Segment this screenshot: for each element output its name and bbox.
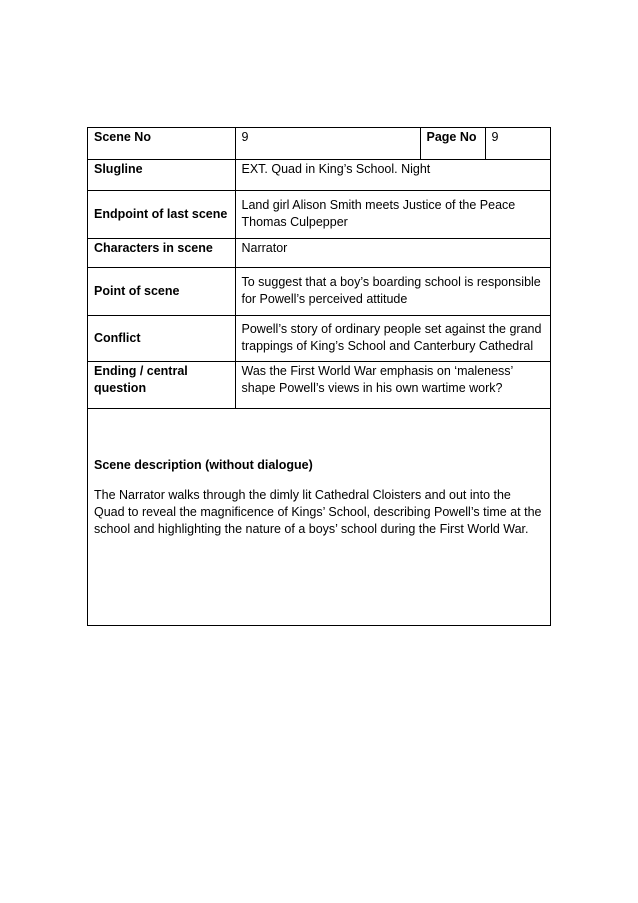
endpoint-label: Endpoint of last scene — [88, 190, 235, 238]
point-line: To suggest that a boy’s boarding school is responsible — [241, 275, 541, 289]
ending-line: Was the First World War emphasis on ‘maleness’ — [241, 363, 514, 378]
description-line: The Narrator walks through the dimly lit Cathedral Cloisters and out into the — [94, 487, 511, 502]
slugline-value: EXT. Quad in King’s School. Night — [235, 159, 550, 190]
ending-label-line: Ending / central — [94, 363, 188, 378]
ending-value — [235, 361, 550, 408]
ending-label — [88, 361, 235, 408]
conflict-value — [235, 315, 550, 361]
point-line: for Powell’s perceived attitude — [241, 292, 408, 306]
endpoint-line: Land girl Alison Smith meets Justice of the Peace — [241, 198, 516, 212]
page-no-label: Page No — [420, 128, 485, 159]
description-line: school and highlighting the nature of a boys’ school during the First World War. — [94, 521, 529, 536]
characters-value: Narrator — [235, 238, 550, 267]
scene-no-row — [88, 128, 550, 159]
point-value — [235, 267, 550, 315]
endpoint-line: Thomas Culpepper — [241, 215, 348, 229]
conflict-line: Powell’s story of ordinary people set against the grand — [241, 322, 542, 336]
conflict-row — [88, 315, 550, 361]
conflict-label: Conflict — [88, 315, 235, 361]
scene-no-value: 9 — [235, 128, 420, 159]
ending-label-line: question — [94, 380, 147, 395]
ending-row — [88, 361, 550, 408]
endpoint-value — [235, 190, 550, 238]
description-body — [94, 487, 544, 538]
point-label: Point of scene — [88, 267, 235, 315]
slugline-row — [88, 159, 550, 190]
scene-card — [87, 127, 551, 626]
point-row — [88, 267, 550, 315]
conflict-line: trappings of King’s School and Canterbury Cathedral — [241, 339, 534, 353]
scene-table — [88, 128, 550, 409]
characters-row — [88, 238, 550, 267]
description-line: Quad to reveal the magnificence of Kings’ School, describing Powell’s time at the — [94, 504, 542, 519]
characters-label: Characters in scene — [88, 238, 235, 267]
ending-line: shape Powell’s views in his own wartime work? — [241, 380, 503, 395]
slugline-label: Slugline — [88, 159, 235, 190]
endpoint-row — [88, 190, 550, 238]
page-no-value: 9 — [485, 128, 550, 159]
description-heading: Scene description (without dialogue) — [94, 457, 313, 472]
scene-description — [88, 409, 550, 625]
scene-no-label: Scene No — [88, 128, 235, 159]
